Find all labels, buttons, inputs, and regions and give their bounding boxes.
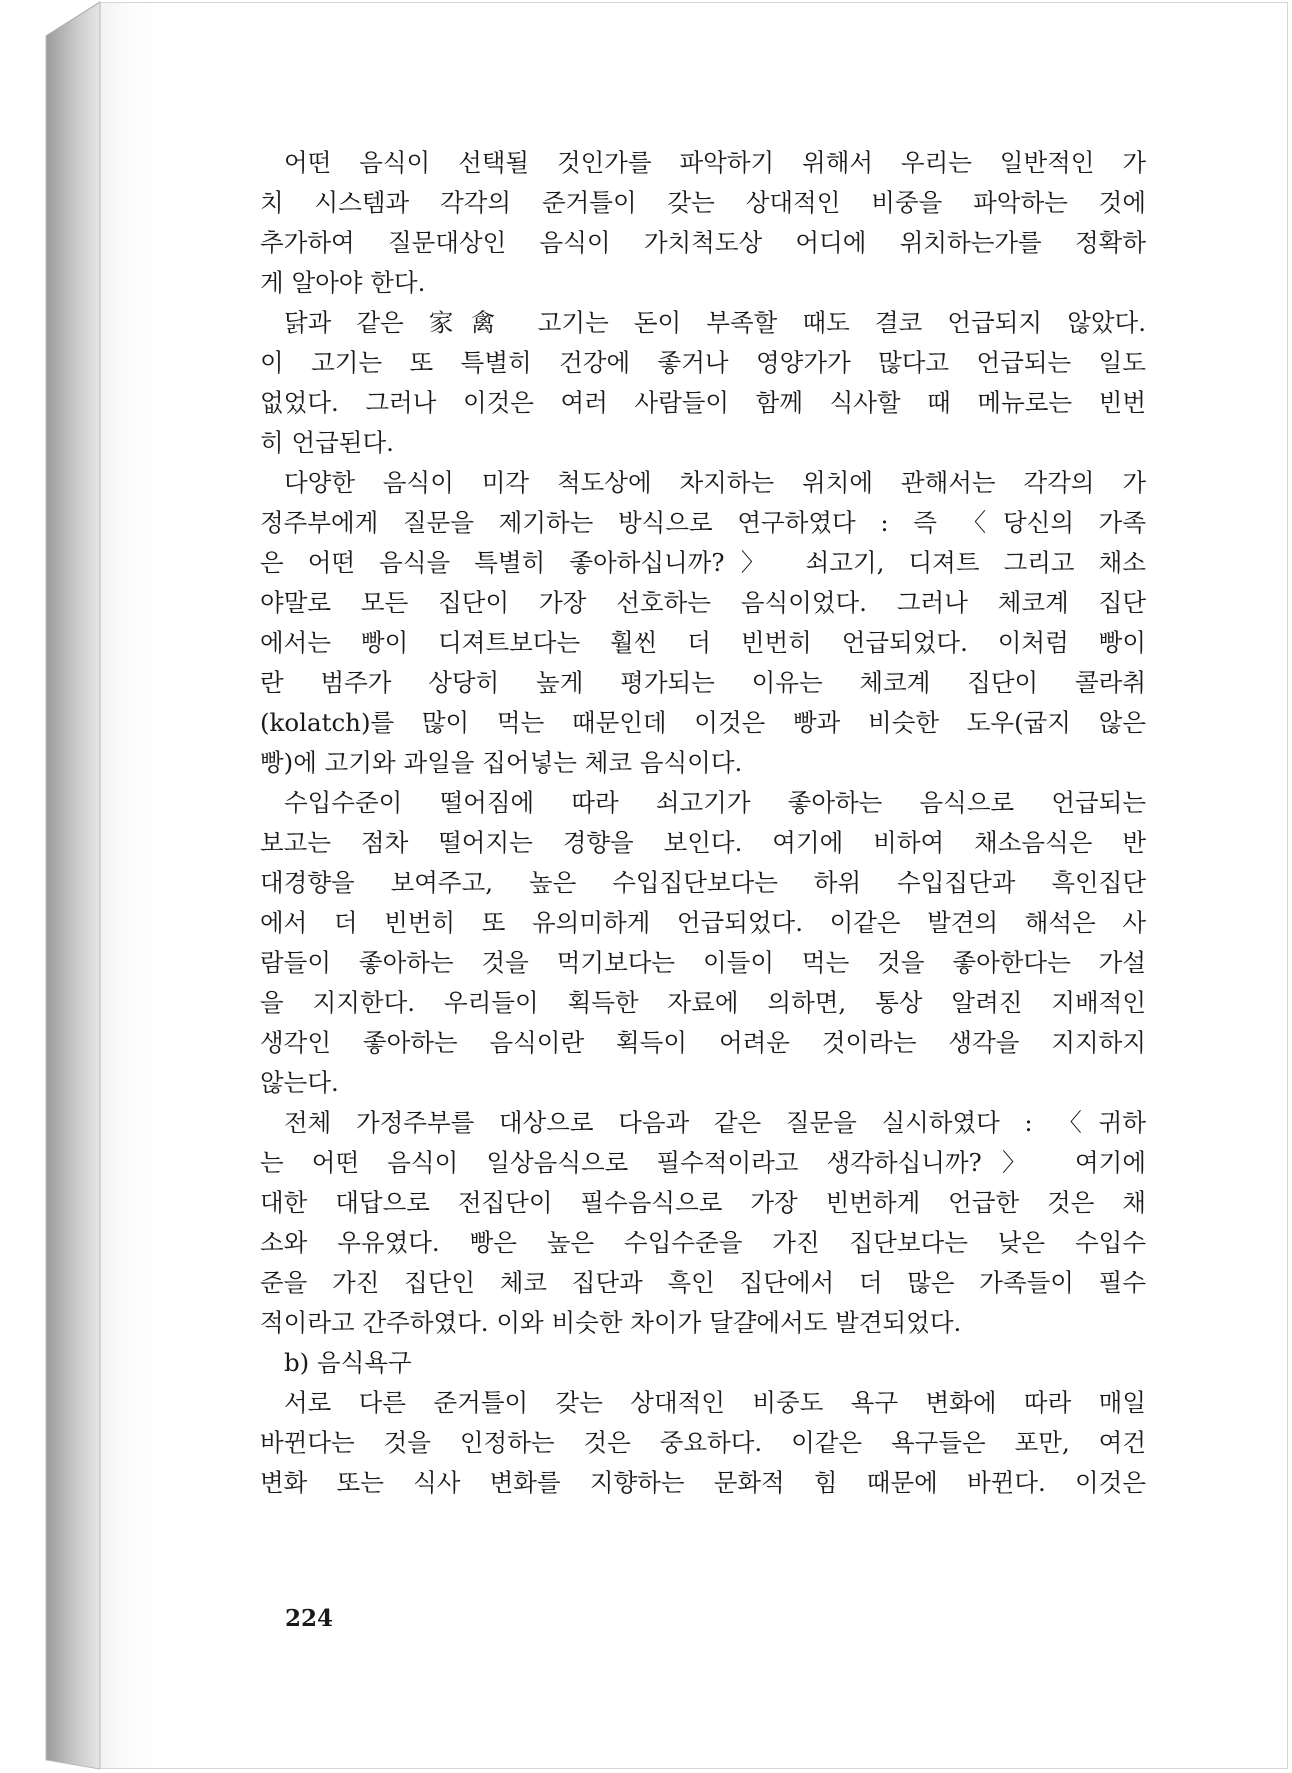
text-line: 생각인 좋아하는 음식이란 획득이 어려운 것이라는 생각을 지지하지	[260, 1028, 1146, 1057]
text-line: (kolatch)를 많이 먹는 때문인데 이것은 빵과 비슷한 도우(굽지 않은	[260, 708, 1146, 737]
text-line: 빵)에 고기와 과일을 집어넣는 체코 음식이다.	[260, 748, 743, 777]
text-line: 보고는 점차 떨어지는 경향을 보인다. 여기에 비하여 채소음식은 반	[260, 828, 1146, 857]
text-line: 적이라고 간주하였다. 이와 비슷한 차이가 달걀에서도 발견되었다.	[260, 1308, 962, 1337]
text-line: 바뀐다는 것을 인정하는 것은 중요하다. 이같은 욕구들은 포만, 여건	[260, 1428, 1146, 1457]
text-line: 이 고기는 또 특별히 건강에 좋거나 영양가가 많다고 언급되는 일도	[260, 348, 1146, 377]
text-line: 을 지지한다. 우리들이 획득한 자료에 의하면, 통상 알려진 지배적인	[260, 988, 1146, 1017]
text-line: 준을 가진 집단인 체코 집단과 흑인 집단에서 더 많은 가족들이 필수	[260, 1268, 1146, 1297]
text-line: 람들이 좋아하는 것을 먹기보다는 이들이 먹는 것을 좋아한다는 가설	[260, 948, 1146, 977]
text-line: 추가하여 질문대상인 음식이 가치척도상 어디에 위치하는가를 정확하	[260, 228, 1146, 257]
text-line: 야말로 모든 집단이 가장 선호하는 음식이었다. 그러나 체코계 집단	[260, 588, 1146, 617]
section-subheading: b) 음식욕구	[284, 1348, 412, 1377]
text-line: 게 알아야 한다.	[260, 268, 426, 297]
text-line: 수입수준이 떨어짐에 따라 쇠고기가 좋아하는 음식으로 언급되는	[284, 788, 1146, 817]
text-line: 히 언급된다.	[260, 428, 394, 457]
text-line: 대경향을 보여주고, 높은 수입집단보다는 하위 수입집단과 흑인집단	[260, 868, 1146, 897]
text-line: 대한 대답으로 전집단이 필수음식으로 가장 빈번하게 언급한 것은 채	[260, 1188, 1146, 1217]
text-line: 에서는 빵이 디져트보다는 훨씬 더 빈번히 언급되었다. 이처럼 빵이	[260, 628, 1146, 657]
text-line: 서로 다른 준거틀이 갖는 상대적인 비중도 욕구 변화에 따라 매일	[284, 1388, 1146, 1417]
text-line: 란 범주가 상당히 높게 평가되는 이유는 체코계 집단이 콜라취	[260, 668, 1146, 697]
text-line: 정주부에게 질문을 제기하는 방식으로 연구하였다 : 즉 〈당신의 가족	[260, 508, 1146, 537]
text-line: 소와 우유였다. 빵은 높은 수입수준을 가진 집단보다는 낮은 수입수	[260, 1228, 1146, 1257]
page-number: 224	[285, 1605, 334, 1632]
text-line: 은 어떤 음식을 특별히 좋아하십니까?〉 쇠고기, 디져트 그리고 채소	[260, 548, 1146, 577]
text-line: 않는다.	[260, 1068, 339, 1097]
text-line: 는 어떤 음식이 일상음식으로 필수적이라고 생각하십니까?〉 여기에	[260, 1148, 1146, 1177]
text-line: 어떤 음식이 선택될 것인가를 파악하기 위해서 우리는 일반적인 가	[284, 148, 1146, 177]
text-line: 다양한 음식이 미각 척도상에 차지하는 위치에 관해서는 각각의 가	[284, 468, 1146, 497]
text-line: 에서 더 빈번히 또 유의미하게 언급되었다. 이같은 발견의 해석은 사	[260, 908, 1146, 937]
text-line: 닭과 같은 家禽 고기는 돈이 부족할 때도 결코 언급되지 않았다.	[284, 308, 1146, 337]
text-line: 치 시스템과 각각의 준거틀이 갖는 상대적인 비중을 파악하는 것에	[260, 188, 1146, 217]
text-line: 변화 또는 식사 변화를 지향하는 문화적 힘 때문에 바뀐다. 이것은	[260, 1468, 1146, 1497]
text-line: 없었다. 그러나 이것은 여러 사람들이 함께 식사할 때 메뉴로는 빈번	[260, 388, 1146, 417]
text-line: 전체 가정주부를 대상으로 다음과 같은 질문을 실시하였다 : 〈귀하	[284, 1108, 1146, 1137]
